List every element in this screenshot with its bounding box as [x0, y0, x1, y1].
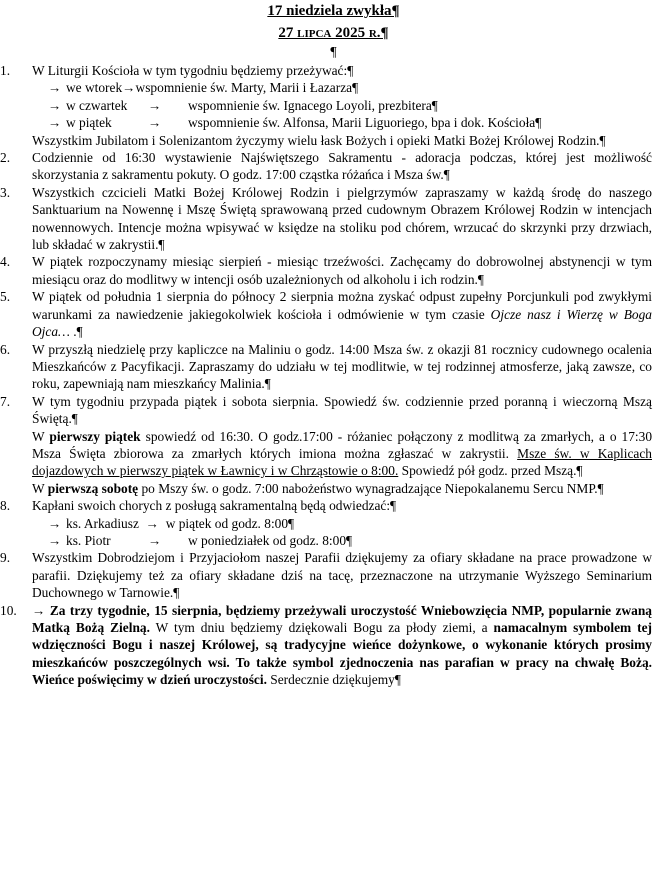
text-run: .¶	[69, 324, 83, 340]
prayer-names: Ojcze nasz i Wierzę w Boga Ojca…	[32, 306, 652, 340]
item-text: Wszystkich czcicieli Matki Bożej Królowej Rodzin i pielgrzymów zapraszamy w każdą środę do naszego Sanktuarium na Nowennę i Mszę Świętą sprawowaną przed cudownym Obrazem Królowej Rodzin w intencjach nowennowych. Intencje można wpisywać w księdze na stoliku pod chórem, wrzucać do skrzynki przy drzwiach, lub składać w zakrystii.¶	[32, 184, 652, 253]
tab-arrow-icon: →	[145, 515, 159, 531]
text-run: Serdecznie dziękujemy¶	[266, 672, 401, 688]
item-text: Wszystkim Jubilatom i Solenizantom życzymy wielu łask Bożych i opieki Matki Bożej Królowej Rodzin.¶	[32, 132, 606, 148]
announcement-item-2	[0, 149, 652, 184]
liturgy-day: we wtorek	[66, 80, 123, 96]
tab-arrow-icon: →	[48, 97, 62, 113]
announcement-item-1	[0, 62, 652, 79]
text-run: po Mszy św. o godz. 7:00 nabożeństwo wynagradzające Niepokalanemu Sercu NMP.¶	[138, 480, 604, 496]
item-text: Codziennie od 16:30 wystawienie Najświętszego Sakramentu - adoracja podczas, której jest możliwość skorzystania z sakramentu pokuty. O godz. 17:00 cząstka różańca i Msza św.¶	[32, 150, 652, 183]
tab-arrow-icon: →	[148, 115, 162, 131]
item-number: 6.	[0, 341, 11, 357]
item-text	[32, 288, 652, 340]
tab-arrow-icon: →	[148, 532, 162, 548]
announcement-item-9	[0, 549, 652, 601]
announcement-item-3	[0, 184, 652, 254]
priest-name: ks. Arkadiusz	[66, 515, 139, 531]
tab-arrow-icon: →	[148, 97, 162, 113]
item-text: Kapłani swoich chorych z posługą sakramentalną będą odwiedzać:¶	[32, 498, 397, 514]
announcement-item-10	[0, 602, 652, 689]
tab-arrow-icon: →	[48, 80, 62, 96]
item-text: Wszystkim Dobrodziejom i Przyjaciołom naszej Parafii dziękujemy za ofiary składane na prace prowadzone w parafii. Dziękujemy też za ofiary składane dziś na tacę, przeznaczone na utrzymanie Wyższego Seminarium Duchownego w Tarnowie.¶	[32, 550, 652, 601]
item-text	[32, 480, 652, 497]
announcement-item-6	[0, 341, 652, 393]
jubilee-wishes	[0, 132, 652, 149]
text-run: W piątek od południa 1 sierpnia do północy 2 sierpnia można zyskać odpust zupełny Porcjunkuli pod zwykłymi warunkami za nawiedzenie jakiegokolwiek kościoła i odmówienie w tym czasie	[32, 289, 652, 322]
tab-arrow-icon: →	[122, 80, 136, 96]
announcement-item-4	[0, 253, 652, 288]
chapel-mass-note: Msze św. w Kaplicach dojazdowych w pierwszy piątek w Ławnicy i w Chrząstowie o 8:00.	[32, 445, 652, 479]
item-text: W Liturgii Kościoła w tym tygodniu będziemy przeżywać:¶	[32, 63, 354, 78]
item-text: W przyszłą niedzielę przy kapliczce na Maliniu o godz. 14:00 Msza św. z okazji 81 rocznicy cudownego ocalenia Mieszkańców z Pacyfikacji. Zapraszamy do udziału w tej modlitwie, w tej rodzinnej atmosferze, jaką zawsze, co roku, zapewniają nam mieszkańcy Malinia.¶	[32, 341, 652, 392]
item-text	[32, 428, 652, 480]
assumption-announcement: Za trzy tygodnie, 15 sierpnia, będziemy przeżywali uroczystość Wniebowzięcia NMP, popularnie zwaną Matką Bożą Zielną.	[32, 602, 652, 635]
announcement-item-5	[0, 288, 652, 340]
announcement-item-7	[0, 393, 652, 428]
empty-paragraph-mark: ¶	[330, 45, 337, 60]
sick-visit-row-1	[0, 515, 652, 532]
text-run: Spowiedź pół godz. przed Mszą.¶	[398, 463, 583, 479]
text-run: spowiedź od 16:30. O godz.17:00 - różaniec połączony z modlitwą za zmarłych, a o 17:30 Msza Święta zbiorowa za zmarłych których imiona można zgłaszać w zakrystii.	[32, 428, 653, 461]
first-friday-label: pierwszy piątek	[49, 428, 141, 444]
liturgy-feast: wspomnienie św. Alfonsa, Marii Liguoriego, bpa i dok. Kościoła¶	[188, 115, 542, 131]
liturgy-feast: wspomnienie św. Marty, Marii i Łazarza¶	[135, 80, 359, 96]
page-date: 27 lipca 2025 r.¶	[278, 25, 389, 41]
item-number: 4.	[0, 254, 11, 270]
sick-visit-row-2	[0, 532, 652, 549]
liturgy-row-thursday	[0, 97, 652, 114]
visit-time: w poniedziałek od godz. 8:00¶	[188, 532, 353, 548]
tab-arrow-icon: →	[48, 115, 62, 131]
item-number: 5.	[0, 289, 11, 305]
announcement-list	[0, 62, 652, 689]
tab-arrow-icon: →	[48, 532, 62, 548]
tab-arrow-icon: →	[48, 515, 62, 531]
item-number: 8.	[0, 498, 11, 514]
item-number: 2.	[0, 150, 11, 166]
text-run: W	[32, 428, 50, 444]
page-title: 17 niedziela zwykła¶	[267, 3, 400, 19]
priest-name: ks. Piotr	[66, 532, 111, 548]
item-text	[32, 602, 652, 689]
item-number: 7.	[0, 393, 11, 409]
first-saturday-paragraph	[0, 480, 652, 497]
liturgy-row-tuesday	[0, 79, 652, 96]
tab-arrow-icon: →	[32, 602, 46, 618]
text-run: W tym dniu będziemy dziękowali Bogu za płody ziemi, a	[149, 620, 494, 635]
item-number: 10.	[0, 602, 17, 618]
first-saturday-label: pierwszą sobotę	[47, 480, 139, 496]
liturgy-row-friday	[0, 114, 652, 131]
item-text: W piątek rozpoczynamy miesiąc sierpień - miesiąc trzeźwości. Zachęcamy do dobrowolnej abstynencji w tym miesiącu oraz do modlitwy w intencji osób uzależnionych od alkoholu i ich rodzin.¶	[32, 254, 652, 287]
liturgy-feast: wspomnienie św. Ignacego Loyoli, prezbitera¶	[188, 97, 438, 113]
text-run: W	[32, 480, 48, 496]
item-text: W tym tygodniu przypada piątek i sobota sierpnia. Spowiedź św. codziennie przed poranną i wieczorną Mszą Świętą.¶	[32, 393, 652, 427]
first-friday-paragraph	[0, 428, 652, 480]
liturgy-day: w piątek	[66, 115, 112, 131]
harvest-wreath-note: namacalnym symbolem tej wdzięczności Bogu i naszej Królowej, są tradycyjne wieńce dożynkowe, o wykonanie których prosimy mieszkańców poszczególnych wsi. To także symbol zjednoczenia nas parafian w pracy na chwałę Bożą. Wieńce poświęcimy w dzień uroczystości.	[32, 620, 653, 688]
announcement-item-8	[0, 497, 652, 514]
item-number: 1.	[0, 63, 11, 78]
item-number: 9.	[0, 550, 11, 566]
item-number: 3.	[0, 184, 11, 200]
visit-time: w piątek od godz. 8:00¶	[165, 515, 295, 531]
liturgy-day: w czwartek	[66, 97, 128, 113]
